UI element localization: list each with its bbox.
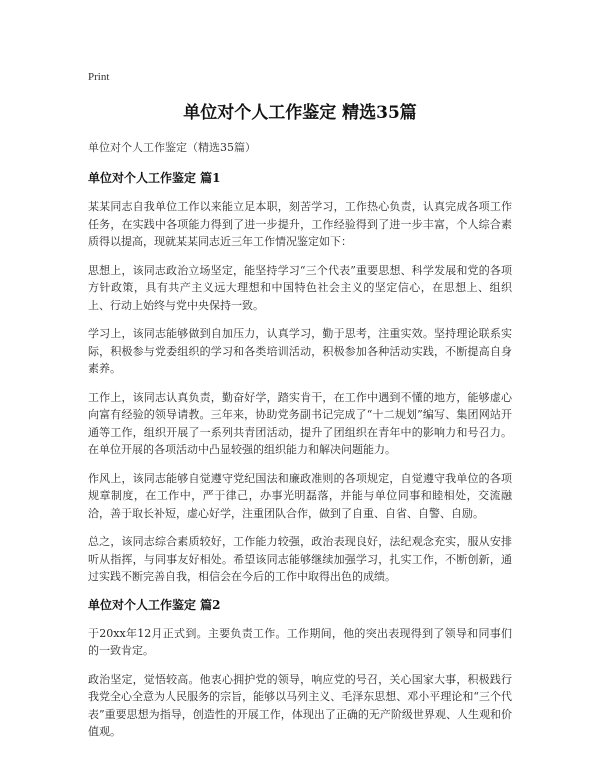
paragraph: 工作上，该同志认真负责，勤奋好学，踏实肯干，在工作中遇到不懂的地方，能够虚心向富有经验的领导请教。三年来，协助党务副书记完成了“十二规划”编写、集团网站开通等工作，组织开展了一系列共青团活动，提升了团组织在青年中的影响力和号召力。在单位开展的各项活动中凸显较强的组织能力和解决问题能力。: [88, 390, 512, 456]
page-title: 单位对个人工作鉴定 精选35篇: [183, 103, 417, 123]
paragraph: 学习上，该同志能够做到自加压力，认真学习，勤于思考，注重实效。坚持理论联系实际，积极参与党委组织的学习和各类培训活动，积极参加各种活动实践，不断提高自身素养。: [88, 327, 512, 375]
document-subtitle: 单位对个人工作鉴定（精选35篇）: [88, 141, 256, 154]
paragraph: 政治坚定，觉悟较高。他衷心拥护党的领导，响应党的号召，关心国家大事，积极践行我党全心全意为人民服务的宗旨，能够以马列主义、毛泽东思想、邓小平理论和“三个代表”重要思想为指导，创造性的开展工作，体现出了正确的无产阶级世界观、人生观和价值观。: [88, 672, 512, 738]
paragraph: 思想上，该同志政治立场坚定，能坚持学习“三个代表”重要思想、科学发展和党的各项方针政策，具有共产主义远大理想和中国特色社会主义的坚定信心，在思想上、组织上、行动上始终与党中央保持一致。: [88, 263, 512, 312]
paragraph: 作风上，该同志能够自觉遵守党纪国法和廉政准则的各项规定，自觉遵守我单位的各项规章制度，在工作中，严于律己，办事光明磊落，并能与单位同事和睦相处，交流融洽，善于取长补短，虚心好学，注重团队合作，做到了自重、自省、自警、自励。: [88, 471, 512, 520]
paragraph: 总之，该同志综合素质较好，工作能力较强，政治表现良好，法纪观念充实，服从安排听从指挥，与同事友好相处。希望该同志能够继续加强学习，扎实工作，不断创新，通过实践不断完善自我，相信会在今后的工作中取得出色的成绩。: [88, 535, 512, 583]
section-heading: 单位对个人工作鉴定 篇1: [88, 171, 221, 185]
section-2: [88, 597, 512, 741]
section-1: [88, 170, 512, 586]
paragraph: 于20xx年12月正式到。主要负责工作。工作期间，他的突出表现得到了领导和同事们的一致肯定。: [88, 626, 512, 657]
section-heading: 单位对个人工作鉴定 篇2: [88, 597, 221, 612]
print-link[interactable]: Print: [88, 71, 110, 83]
paragraph: 某某同志自我单位工作以来能立足本职，刻苦学习，工作热心负责，认真完成各项工作任务，在实践中各项能力得到了进一步提升，工作经验得到了进一步丰富，个人综合素质得以提高，现就某某同志近三年工作情况鉴定如下：: [88, 200, 512, 248]
